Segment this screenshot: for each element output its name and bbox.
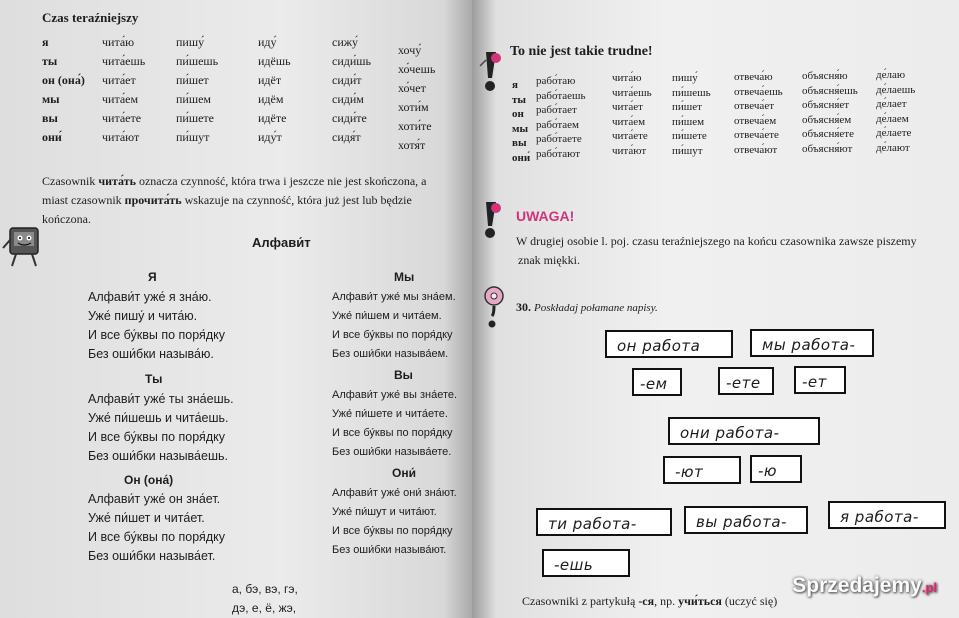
piece-ete[interactable]: -ете [718,367,774,395]
rt-pronouns: я ты он мы вы они́ [512,79,531,164]
piece-yut[interactable]: -ют [663,456,741,484]
piece-em[interactable]: -ем [632,368,682,396]
stanza-lines: Алфави́т уже́ вы зна́ете. Уже́ пи́шете и чита́ете. И все бу́квы по поря́дку Без оши́бки называ́ете. [332,389,458,458]
uwaga-title: UWAGA! [516,208,575,224]
piece-vy-rabota[interactable]: вы работа- [684,506,808,534]
section-title: To nie jest takie trudne! [510,44,653,59]
aspect-paragraph: Czasownik чита́ть oznacza czynność, która trwa i jeszcze nie jest skończona, a miast czasownik прочита́ть wskazuje na czynność, która już jest lub będzie kończona. [42,174,427,226]
stanza-heading: Он (она́) [124,473,174,487]
rt-col-delat: де́лаю де́лаешь де́лает де́лаем де́лаете де́лают [876,69,916,154]
question-donut-icon [480,284,508,330]
rt-col-chitat: чита́ю чита́ешь чита́ет чита́ем чита́ете чита́ют [612,72,652,157]
exclamation-icon [474,48,504,94]
rt-col-pisat: пишу́ пи́шешь пи́шет пи́шем пи́шете пи́шут [672,72,711,157]
stanza-heading: Мы [394,270,415,284]
piece-yu[interactable]: -ю [750,455,802,483]
conj-col-hotet: хочу́ хо́чешь хо́чет хоти́м хоти́те хотя́т [398,43,436,152]
conj-col-idti: иду́ идёшь идёт идём идёте иду́т [258,35,291,144]
stanza-heading: Я [148,270,157,284]
footer-text: Czasowniki z partykułą -ся, np. учи́ться (uczyć się) [522,594,778,608]
stanza-lines: Алфави́т уже́ ты зна́ешь. Уже́ пи́шешь и чита́ешь. И все бу́квы по поря́дку Без оши́бки называ́ешь. [88,392,234,463]
piece-esh[interactable]: -ешь [542,549,630,577]
stanza-heading: Ты [145,372,163,386]
conj-col-sidet: сижу́ сиди́шь сиди́т сиди́м сиди́те сидя́т [332,35,371,144]
rt-col-rabotat: рабо́таю рабо́таешь рабо́тает рабо́таем рабо́таете рабо́тают [536,75,586,160]
conj-pronouns: я ты он (она́) мы вы они́ [42,35,85,144]
stanza-lines: Алфави́т уже́ они́ зна́ют. Уже́ пи́шут и чита́ют. И все бу́квы по поря́дку Без оши́бки называ́ют. [332,487,457,556]
piece-ya-rabota[interactable]: я работа- [828,501,946,529]
stanza-lines: Алфави́т уже́ он зна́ет. Уже́ пи́шет и чита́ет. И все бу́квы по поря́дку Без оши́бки называ́ет. [88,492,225,563]
rt-col-obyasnyat: объясня́ю объясня́ешь объясня́ет объясня́ем объясня́ете объясня́ют [802,70,858,155]
conj-col-pisat: пишу́ пи́шешь пи́шет пи́шем пи́шете пи́шут [176,35,219,144]
book-mascot-icon [2,222,46,270]
piece-et[interactable]: -ет [794,366,846,394]
stanza-heading: Вы [394,368,413,382]
uwaga-text: W drugiej osobie l. poj. czasu teraźniejszego na końcu czasownika zawsze piszemy znak miękki. [516,234,917,267]
piece-oni-rabota[interactable]: они работа- [668,417,820,445]
stanza-lines: Алфави́т уже́ я зна́ю. Уже́ пишу́ и чита́ю. И все бу́квы по поря́дку Без оши́бки называ́ю. [88,290,225,361]
rt-col-otvechat: отвеча́ю отвеча́ешь отвеча́ет отвеча́ем отвеча́ете отвеча́ют [734,71,783,156]
stanza-heading: Они́ [392,466,416,480]
exercise-heading: 30. Poskładaj połamane napisy. [516,300,658,314]
uwaga-exclamation-icon [474,198,504,240]
poem-title: Алфави́т [252,235,311,250]
piece-on-rabota[interactable]: он работа [605,330,733,358]
conj-col-chitat: чита́ю чита́ешь чита́ет чита́ем чита́ете чита́ют [102,35,146,144]
left-page [0,0,472,618]
piece-ty-rabota[interactable]: ти работа- [536,508,672,536]
watermark: Sprzedajemy.pl [792,574,937,597]
piece-my-rabota[interactable]: мы работа- [750,329,874,357]
alphabet-lines: а, бэ, вэ, гэ, дэ, е, ё, жэ, [232,582,298,615]
tense-title: Czas teraźniejszy [42,10,139,25]
stanza-lines: Алфави́т уже́ мы зна́ем. Уже́ пи́шем и чита́ем. И все бу́квы по поря́дку Без оши́бки называ́ем. [332,291,456,360]
right-page [472,0,959,618]
